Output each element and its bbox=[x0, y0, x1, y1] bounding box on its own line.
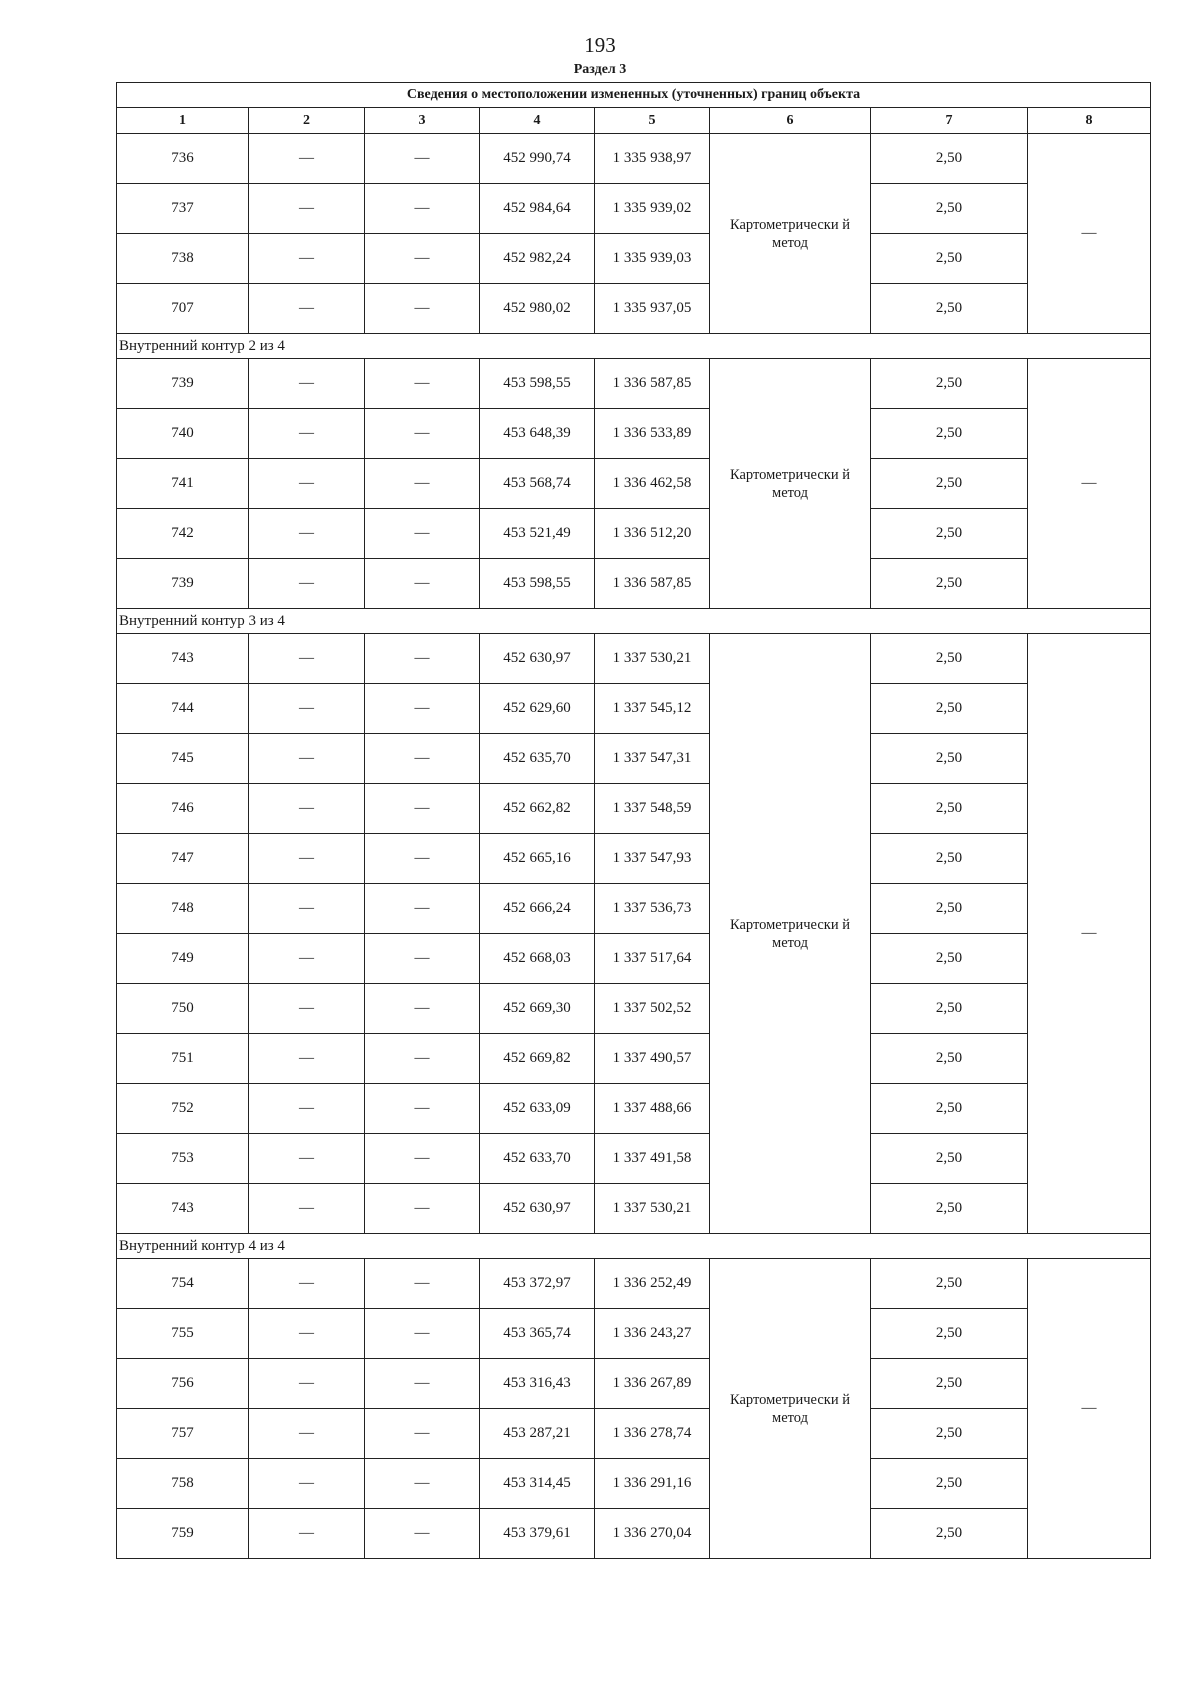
col3-dash-cell: — bbox=[365, 684, 480, 734]
col2-dash-cell: — bbox=[249, 1259, 365, 1309]
table-row bbox=[117, 684, 1151, 734]
x-coordinate-cell: 453 314,45 bbox=[480, 1459, 595, 1509]
column-header-7: 7 bbox=[871, 108, 1028, 134]
accuracy-cell: 2,50 bbox=[871, 1184, 1028, 1234]
table-row bbox=[117, 1259, 1151, 1309]
col3-dash-cell: — bbox=[365, 634, 480, 684]
point-number-cell: 707 bbox=[117, 284, 249, 334]
col3-dash-cell: — bbox=[365, 1034, 480, 1084]
col3-dash-cell: — bbox=[365, 934, 480, 984]
col2-dash-cell: — bbox=[249, 984, 365, 1034]
col3-dash-cell: — bbox=[365, 834, 480, 884]
accuracy-cell: 2,50 bbox=[871, 459, 1028, 509]
contour-label: Внутренний контур 4 из 4 bbox=[117, 1234, 1151, 1259]
column-header-1: 1 bbox=[117, 108, 249, 134]
col2-dash-cell: — bbox=[249, 884, 365, 934]
table-row bbox=[117, 1309, 1151, 1359]
contour-label-row bbox=[117, 609, 1151, 634]
x-coordinate-cell: 452 668,03 bbox=[480, 934, 595, 984]
col3-dash-cell: — bbox=[365, 734, 480, 784]
col2-dash-cell: — bbox=[249, 1509, 365, 1559]
table-row bbox=[117, 559, 1151, 609]
col3-dash-cell: — bbox=[365, 359, 480, 409]
y-coordinate-cell: 1 337 547,31 bbox=[595, 734, 710, 784]
accuracy-cell: 2,50 bbox=[871, 1359, 1028, 1409]
column-header-2: 2 bbox=[249, 108, 365, 134]
col2-dash-cell: — bbox=[249, 509, 365, 559]
y-coordinate-cell: 1 337 530,21 bbox=[595, 634, 710, 684]
column-header-6: 6 bbox=[710, 108, 871, 134]
col2-dash-cell: — bbox=[249, 1459, 365, 1509]
y-coordinate-cell: 1 336 252,49 bbox=[595, 1259, 710, 1309]
point-number-cell: 750 bbox=[117, 984, 249, 1034]
y-coordinate-cell: 1 335 939,02 bbox=[595, 184, 710, 234]
accuracy-cell: 2,50 bbox=[871, 1134, 1028, 1184]
col2-dash-cell: — bbox=[249, 734, 365, 784]
x-coordinate-cell: 452 665,16 bbox=[480, 834, 595, 884]
col3-dash-cell: — bbox=[365, 1409, 480, 1459]
method-cell: Картометрически й метод bbox=[710, 134, 871, 334]
col3-dash-cell: — bbox=[365, 1509, 480, 1559]
y-coordinate-cell: 1 335 938,97 bbox=[595, 134, 710, 184]
y-coordinate-cell: 1 336 267,89 bbox=[595, 1359, 710, 1409]
col3-dash-cell: — bbox=[365, 1309, 480, 1359]
accuracy-cell: 2,50 bbox=[871, 1309, 1028, 1359]
point-number-cell: 741 bbox=[117, 459, 249, 509]
point-number-cell: 747 bbox=[117, 834, 249, 884]
contour-label-row bbox=[117, 334, 1151, 359]
x-coordinate-cell: 453 648,39 bbox=[480, 409, 595, 459]
col3-dash-cell: — bbox=[365, 409, 480, 459]
table-row bbox=[117, 734, 1151, 784]
y-coordinate-cell: 1 337 530,21 bbox=[595, 1184, 710, 1234]
col2-dash-cell: — bbox=[249, 1084, 365, 1134]
col2-dash-cell: — bbox=[249, 1409, 365, 1459]
accuracy-cell: 2,50 bbox=[871, 359, 1028, 409]
table-row bbox=[117, 1034, 1151, 1084]
y-coordinate-cell: 1 337 547,93 bbox=[595, 834, 710, 884]
point-number-cell: 744 bbox=[117, 684, 249, 734]
table-row bbox=[117, 884, 1151, 934]
x-coordinate-cell: 453 316,43 bbox=[480, 1359, 595, 1409]
y-coordinate-cell: 1 336 270,04 bbox=[595, 1509, 710, 1559]
col3-dash-cell: — bbox=[365, 459, 480, 509]
accuracy-cell: 2,50 bbox=[871, 1084, 1028, 1134]
table-title: Сведения о местоположении измененных (уточненных) границ объекта bbox=[117, 83, 1151, 108]
col2-dash-cell: — bbox=[249, 634, 365, 684]
table-row bbox=[117, 284, 1151, 334]
y-coordinate-cell: 1 337 488,66 bbox=[595, 1084, 710, 1134]
column-header-4: 4 bbox=[480, 108, 595, 134]
contour-label: Внутренний контур 2 из 4 bbox=[117, 334, 1151, 359]
point-number-cell: 758 bbox=[117, 1459, 249, 1509]
y-coordinate-cell: 1 337 490,57 bbox=[595, 1034, 710, 1084]
accuracy-cell: 2,50 bbox=[871, 134, 1028, 184]
y-coordinate-cell: 1 337 517,64 bbox=[595, 934, 710, 984]
col3-dash-cell: — bbox=[365, 1084, 480, 1134]
table-row bbox=[117, 234, 1151, 284]
table-row bbox=[117, 184, 1151, 234]
col3-dash-cell: — bbox=[365, 1459, 480, 1509]
page-number: 193 bbox=[584, 33, 616, 57]
table-body bbox=[117, 134, 1151, 1559]
method-cell: Картометрически й метод bbox=[710, 634, 871, 1234]
accuracy-cell: 2,50 bbox=[871, 1034, 1028, 1084]
table-row bbox=[117, 134, 1151, 184]
col8-dash-cell: — bbox=[1028, 1259, 1151, 1559]
x-coordinate-cell: 452 633,09 bbox=[480, 1084, 595, 1134]
point-number-cell: 754 bbox=[117, 1259, 249, 1309]
contour-label: Внутренний контур 3 из 4 bbox=[117, 609, 1151, 634]
col8-dash-cell: — bbox=[1028, 359, 1151, 609]
accuracy-cell: 2,50 bbox=[871, 834, 1028, 884]
table-row bbox=[117, 1459, 1151, 1509]
y-coordinate-cell: 1 337 536,73 bbox=[595, 884, 710, 934]
accuracy-cell: 2,50 bbox=[871, 284, 1028, 334]
point-number-cell: 739 bbox=[117, 359, 249, 409]
col2-dash-cell: — bbox=[249, 1359, 365, 1409]
y-coordinate-cell: 1 336 278,74 bbox=[595, 1409, 710, 1459]
x-coordinate-cell: 453 521,49 bbox=[480, 509, 595, 559]
accuracy-cell: 2,50 bbox=[871, 1509, 1028, 1559]
col2-dash-cell: — bbox=[249, 834, 365, 884]
y-coordinate-cell: 1 337 502,52 bbox=[595, 984, 710, 1034]
x-coordinate-cell: 453 365,74 bbox=[480, 1309, 595, 1359]
point-number-cell: 743 bbox=[117, 1184, 249, 1234]
accuracy-cell: 2,50 bbox=[871, 509, 1028, 559]
y-coordinate-cell: 1 336 243,27 bbox=[595, 1309, 710, 1359]
table-row bbox=[117, 984, 1151, 1034]
point-number-cell: 751 bbox=[117, 1034, 249, 1084]
col2-dash-cell: — bbox=[249, 559, 365, 609]
accuracy-cell: 2,50 bbox=[871, 934, 1028, 984]
point-number-cell: 742 bbox=[117, 509, 249, 559]
col3-dash-cell: — bbox=[365, 134, 480, 184]
accuracy-cell: 2,50 bbox=[871, 234, 1028, 284]
y-coordinate-cell: 1 336 462,58 bbox=[595, 459, 710, 509]
accuracy-cell: 2,50 bbox=[871, 409, 1028, 459]
col2-dash-cell: — bbox=[249, 784, 365, 834]
point-number-cell: 737 bbox=[117, 184, 249, 234]
point-number-cell: 748 bbox=[117, 884, 249, 934]
accuracy-cell: 2,50 bbox=[871, 1259, 1028, 1309]
table-row bbox=[117, 1509, 1151, 1559]
col2-dash-cell: — bbox=[249, 1184, 365, 1234]
table-row bbox=[117, 459, 1151, 509]
col2-dash-cell: — bbox=[249, 1134, 365, 1184]
accuracy-cell: 2,50 bbox=[871, 634, 1028, 684]
col3-dash-cell: — bbox=[365, 984, 480, 1034]
y-coordinate-cell: 1 336 291,16 bbox=[595, 1459, 710, 1509]
accuracy-cell: 2,50 bbox=[871, 1409, 1028, 1459]
point-number-cell: 739 bbox=[117, 559, 249, 609]
col2-dash-cell: — bbox=[249, 459, 365, 509]
point-number-cell: 746 bbox=[117, 784, 249, 834]
x-coordinate-cell: 452 633,70 bbox=[480, 1134, 595, 1184]
x-coordinate-cell: 452 629,60 bbox=[480, 684, 595, 734]
x-coordinate-cell: 452 666,24 bbox=[480, 884, 595, 934]
boundary-table bbox=[116, 82, 1151, 1559]
x-coordinate-cell: 453 379,61 bbox=[480, 1509, 595, 1559]
y-coordinate-cell: 1 336 587,85 bbox=[595, 559, 710, 609]
y-coordinate-cell: 1 337 491,58 bbox=[595, 1134, 710, 1184]
x-coordinate-cell: 453 598,55 bbox=[480, 359, 595, 409]
x-coordinate-cell: 452 630,97 bbox=[480, 634, 595, 684]
column-header-3: 3 bbox=[365, 108, 480, 134]
column-header-5: 5 bbox=[595, 108, 710, 134]
x-coordinate-cell: 452 990,74 bbox=[480, 134, 595, 184]
x-coordinate-cell: 452 980,02 bbox=[480, 284, 595, 334]
x-coordinate-cell: 452 982,24 bbox=[480, 234, 595, 284]
point-number-cell: 753 bbox=[117, 1134, 249, 1184]
column-header-8: 8 bbox=[1028, 108, 1151, 134]
table-row bbox=[117, 834, 1151, 884]
accuracy-cell: 2,50 bbox=[871, 784, 1028, 834]
accuracy-cell: 2,50 bbox=[871, 984, 1028, 1034]
col3-dash-cell: — bbox=[365, 1184, 480, 1234]
point-number-cell: 759 bbox=[117, 1509, 249, 1559]
col2-dash-cell: — bbox=[249, 134, 365, 184]
col2-dash-cell: — bbox=[249, 359, 365, 409]
x-coordinate-cell: 453 287,21 bbox=[480, 1409, 595, 1459]
y-coordinate-cell: 1 337 545,12 bbox=[595, 684, 710, 734]
table-row bbox=[117, 359, 1151, 409]
col2-dash-cell: — bbox=[249, 184, 365, 234]
point-number-cell: 749 bbox=[117, 934, 249, 984]
table-row bbox=[117, 934, 1151, 984]
x-coordinate-cell: 452 635,70 bbox=[480, 734, 595, 784]
col3-dash-cell: — bbox=[365, 1134, 480, 1184]
method-cell: Картометрически й метод bbox=[710, 1259, 871, 1559]
accuracy-cell: 2,50 bbox=[871, 184, 1028, 234]
section-title: Раздел 3 bbox=[573, 62, 627, 77]
table-row bbox=[117, 1184, 1151, 1234]
x-coordinate-cell: 452 669,30 bbox=[480, 984, 595, 1034]
point-number-cell: 736 bbox=[117, 134, 249, 184]
point-number-cell: 740 bbox=[117, 409, 249, 459]
col2-dash-cell: — bbox=[249, 684, 365, 734]
table-row bbox=[117, 1084, 1151, 1134]
point-number-cell: 755 bbox=[117, 1309, 249, 1359]
col3-dash-cell: — bbox=[365, 1259, 480, 1309]
accuracy-cell: 2,50 bbox=[871, 684, 1028, 734]
col3-dash-cell: — bbox=[365, 1359, 480, 1409]
col3-dash-cell: — bbox=[365, 284, 480, 334]
point-number-cell: 752 bbox=[117, 1084, 249, 1134]
method-cell: Картометрически й метод bbox=[710, 359, 871, 609]
table-row bbox=[117, 1359, 1151, 1409]
col3-dash-cell: — bbox=[365, 884, 480, 934]
col2-dash-cell: — bbox=[249, 234, 365, 284]
point-number-cell: 757 bbox=[117, 1409, 249, 1459]
accuracy-cell: 2,50 bbox=[871, 559, 1028, 609]
table-row bbox=[117, 1409, 1151, 1459]
col3-dash-cell: — bbox=[365, 509, 480, 559]
point-number-cell: 756 bbox=[117, 1359, 249, 1409]
point-number-cell: 738 bbox=[117, 234, 249, 284]
col2-dash-cell: — bbox=[249, 1309, 365, 1359]
accuracy-cell: 2,50 bbox=[871, 734, 1028, 784]
col2-dash-cell: — bbox=[249, 934, 365, 984]
x-coordinate-cell: 453 568,74 bbox=[480, 459, 595, 509]
y-coordinate-cell: 1 336 512,20 bbox=[595, 509, 710, 559]
y-coordinate-cell: 1 335 937,05 bbox=[595, 284, 710, 334]
col8-dash-cell: — bbox=[1028, 634, 1151, 1234]
col3-dash-cell: — bbox=[365, 184, 480, 234]
table-row bbox=[117, 509, 1151, 559]
table-row bbox=[117, 784, 1151, 834]
x-coordinate-cell: 452 630,97 bbox=[480, 1184, 595, 1234]
x-coordinate-cell: 452 669,82 bbox=[480, 1034, 595, 1084]
x-coordinate-cell: 452 984,64 bbox=[480, 184, 595, 234]
col8-dash-cell: — bbox=[1028, 134, 1151, 334]
y-coordinate-cell: 1 336 587,85 bbox=[595, 359, 710, 409]
accuracy-cell: 2,50 bbox=[871, 1459, 1028, 1509]
column-header-row bbox=[117, 108, 1151, 134]
x-coordinate-cell: 453 372,97 bbox=[480, 1259, 595, 1309]
table-row bbox=[117, 634, 1151, 684]
col2-dash-cell: — bbox=[249, 284, 365, 334]
col2-dash-cell: — bbox=[249, 409, 365, 459]
table-row bbox=[117, 409, 1151, 459]
y-coordinate-cell: 1 335 939,03 bbox=[595, 234, 710, 284]
accuracy-cell: 2,50 bbox=[871, 884, 1028, 934]
table-row bbox=[117, 1134, 1151, 1184]
col3-dash-cell: — bbox=[365, 784, 480, 834]
point-number-cell: 743 bbox=[117, 634, 249, 684]
x-coordinate-cell: 453 598,55 bbox=[480, 559, 595, 609]
col2-dash-cell: — bbox=[249, 1034, 365, 1084]
col3-dash-cell: — bbox=[365, 234, 480, 284]
contour-label-row bbox=[117, 1234, 1151, 1259]
x-coordinate-cell: 452 662,82 bbox=[480, 784, 595, 834]
point-number-cell: 745 bbox=[117, 734, 249, 784]
col3-dash-cell: — bbox=[365, 559, 480, 609]
y-coordinate-cell: 1 336 533,89 bbox=[595, 409, 710, 459]
y-coordinate-cell: 1 337 548,59 bbox=[595, 784, 710, 834]
